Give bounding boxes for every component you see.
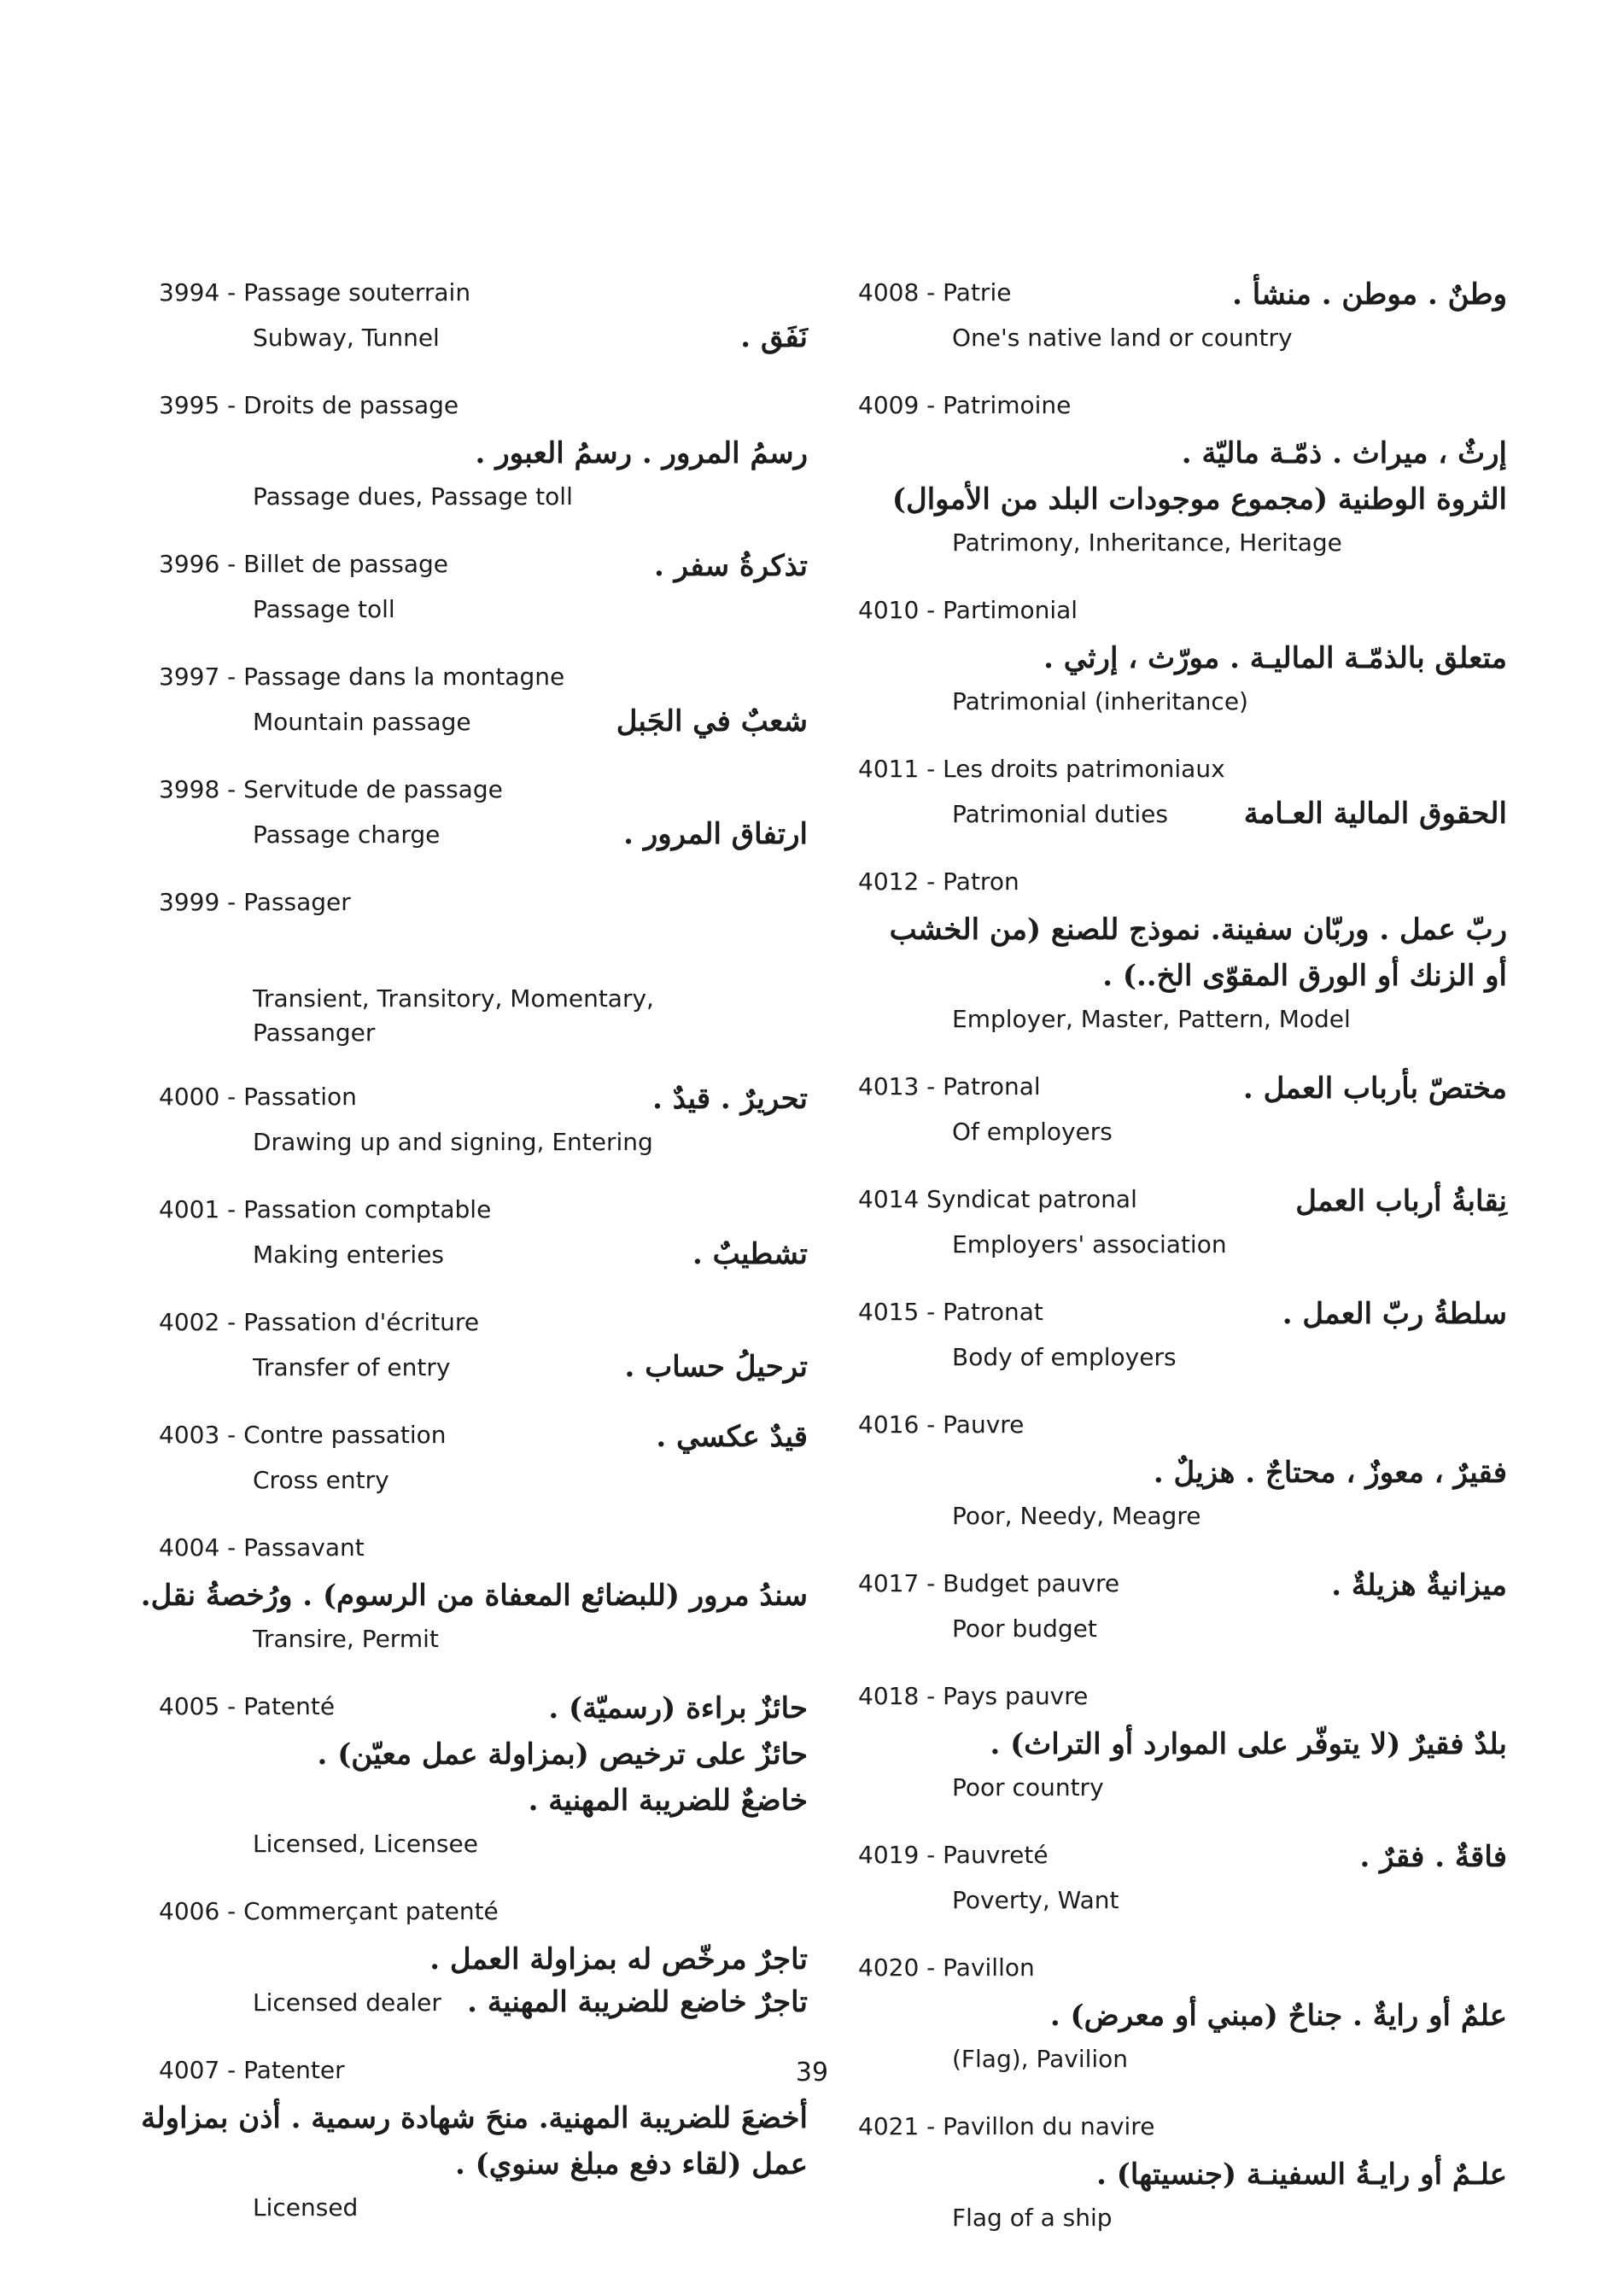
dictionary-entry — [858, 861, 1507, 1040]
french-term: 4005 - Patenté — [159, 1692, 336, 1720]
french-term: 4014 Syndicat patronal — [858, 1185, 1137, 1213]
dictionary-entry — [858, 1562, 1507, 1649]
french-term: 3997 - Passage dans la montagne — [159, 663, 565, 691]
english-row — [159, 1460, 808, 1501]
arabic-translation-line: بلدٌ فقيرٌ (لا يتوفّر على الموارد أو التراث) . — [990, 1727, 1507, 1761]
entry-head — [159, 768, 808, 815]
arabic-translation: ارتفاق المرور . — [623, 817, 808, 851]
entry-head — [858, 1066, 1507, 1112]
entry-head — [858, 589, 1507, 635]
french-term: 4007 - Patenter — [159, 2056, 345, 2084]
french-term: 4009 - Patrimoine — [858, 391, 1072, 419]
entry-head — [858, 1178, 1507, 1224]
english-row — [159, 2187, 808, 2228]
english-translation: Mountain passage — [253, 708, 471, 736]
english-translation: Patrimony, Inheritance, Heritage — [952, 528, 1342, 557]
dictionary-entry — [858, 384, 1507, 563]
french-term: 3995 - Droits de passage — [159, 391, 459, 419]
dictionary-entry — [858, 272, 1507, 359]
english-translation: Patrimonial (inheritance) — [952, 687, 1248, 715]
english-row — [858, 1337, 1507, 1378]
entry-head — [159, 1188, 808, 1235]
english-translation: Of employers — [952, 1118, 1113, 1146]
arabic-translation: الحقوق المالية العـامة — [1243, 797, 1507, 831]
english-row — [858, 1880, 1507, 1921]
arabic-translation-line: فقيرٌ ، معوزٌ ، محتاجٌ . هزيلٌ . — [1153, 1456, 1507, 1490]
french-term: 3999 - Passager — [159, 888, 351, 916]
french-term: 4019 - Pauvreté — [858, 1841, 1049, 1869]
french-term: 4000 - Passation — [159, 1083, 357, 1111]
dictionary-entry — [159, 1188, 808, 1276]
english-row — [159, 589, 808, 630]
dictionary-entry — [858, 1834, 1507, 1921]
english-translation: Flag of a ship — [952, 2204, 1113, 2232]
entry-head — [159, 543, 808, 589]
english-translation: Transfer of entry — [253, 1353, 451, 1381]
french-term: 4012 - Patron — [858, 867, 1019, 896]
entry-head — [159, 1301, 808, 1347]
entry-head — [858, 272, 1507, 318]
french-term: 4020 - Pavillon — [858, 1953, 1035, 1982]
arabic-translation-line: أو الزنك أو الورق المقوّى الخ..) . — [1102, 959, 1507, 993]
entry-head — [159, 881, 808, 927]
english-translation: Passage dues, Passage toll — [253, 482, 573, 511]
english-row — [159, 815, 808, 855]
english-row — [159, 702, 808, 743]
english-translation: Passage charge — [253, 820, 441, 849]
english-translation: Cross entry — [253, 1466, 389, 1494]
arabic-translation-line: متعلق بالذمّـة الماليـة . مورّث ، إرثي . — [1043, 641, 1507, 675]
arabic-translation: تحريرٌ . قيدٌ . — [652, 1082, 808, 1116]
arabic-translation-line: ربّ عمل . وربّان سفينة. نموذج للصنع (من الخشب — [889, 913, 1507, 947]
entry-head — [159, 272, 808, 318]
french-term: 3996 - Billet de passage — [159, 550, 448, 578]
entry-head — [159, 1685, 808, 1731]
english-translation: Employers' association — [952, 1230, 1227, 1258]
entry-head — [159, 1527, 808, 1573]
arabic-translation: نَفَق . — [740, 320, 808, 354]
french-term: 4015 - Patronat — [858, 1298, 1043, 1326]
entry-head — [858, 1291, 1507, 1337]
english-row — [858, 681, 1507, 722]
english-row — [159, 1619, 808, 1660]
entry-head — [858, 2105, 1507, 2152]
arabic-translation-line: عمل (لقاء دفع مبلغ سنوي) . — [454, 2147, 808, 2181]
english-row — [858, 2198, 1507, 2239]
french-term: 4018 - Pays pauvre — [858, 1682, 1089, 1710]
english-row — [159, 1347, 808, 1388]
english-row — [159, 1235, 808, 1276]
french-term: 4013 - Patronal — [858, 1072, 1041, 1101]
dictionary-entry — [858, 1291, 1507, 1378]
entry-head — [159, 1414, 808, 1460]
english-translation: One's native land or country — [952, 324, 1293, 352]
entry-head — [159, 1890, 808, 1936]
arabic-translation-line: خاضعٌ للضريبة المهنية . — [528, 1784, 808, 1818]
english-translation: Drawing up and signing, Entering — [253, 1128, 653, 1156]
english-translation: Poor, Needy, Meagre — [952, 1502, 1201, 1530]
french-term: 3994 - Passage souterrain — [159, 278, 471, 307]
english-row — [858, 1609, 1507, 1649]
english-translation: Licensed — [253, 2193, 359, 2222]
english-row — [159, 476, 808, 517]
arabic-translation: تذكرةُ سفر . — [653, 549, 808, 583]
entry-head — [159, 656, 808, 702]
english-row — [159, 1122, 808, 1163]
french-term: 4006 - Commerçant patenté — [159, 1897, 499, 1925]
english-row — [159, 1982, 808, 2023]
arabic-translation-line: تاجرٌ مرخّص له بمزاولة العمل . — [429, 1942, 808, 1976]
english-row — [858, 794, 1507, 835]
arabic-translation-line: سندُ مرور (للبضائع المعفاة من الرسوم) . ورُخصةُ نقل. — [140, 1579, 808, 1613]
arabic-translation-line: حائزٌ على ترخيص (بمزاولة عمل معيّن) . — [317, 1737, 808, 1772]
french-term: 4004 - Passavant — [159, 1533, 365, 1562]
english-translation: Licensed dealer — [253, 1988, 441, 2017]
english-row — [858, 1112, 1507, 1153]
english-row — [858, 1224, 1507, 1265]
french-term: 4001 - Passation comptable — [159, 1195, 492, 1223]
arabic-translation: تشطيبٌ . — [692, 1237, 808, 1271]
english-translation: Poverty, Want — [952, 1886, 1119, 1914]
arabic-translation: حائزٌ براءة (رسميّة) . — [548, 1691, 808, 1725]
french-term: 4017 - Budget pauvre — [858, 1569, 1120, 1597]
dictionary-entry — [159, 1414, 808, 1501]
entry-head — [858, 861, 1507, 907]
dictionary-entry — [858, 589, 1507, 722]
french-term: 4011 - Les droits patrimoniaux — [858, 755, 1225, 783]
spacer — [159, 927, 808, 978]
dictionary-entry — [159, 384, 808, 517]
entry-head — [858, 1404, 1507, 1450]
english-translation: Transient, Transitory, Momentary, Passanger — [253, 984, 654, 1047]
dictionary-entry — [858, 748, 1507, 835]
french-term: 4021 - Pavillon du navire — [858, 2112, 1155, 2140]
english-row — [159, 318, 808, 359]
entry-head — [858, 748, 1507, 794]
english-translation: Employer, Master, Pattern, Model — [952, 1005, 1351, 1033]
dictionary-entry — [858, 1675, 1507, 1808]
dictionary-entry — [159, 768, 808, 855]
english-row — [858, 1496, 1507, 1537]
french-term: 3998 - Servitude de passage — [159, 775, 503, 803]
arabic-translation: فاقةٌ . فقرٌ . — [1359, 1840, 1507, 1874]
arabic-translation: شعبٌ في الجَبل — [616, 704, 808, 739]
english-translation: Subway, Tunnel — [253, 324, 440, 352]
english-translation: Transire, Permit — [253, 1625, 439, 1653]
dictionary-entry — [159, 272, 808, 359]
french-term: 4003 - Contre passation — [159, 1421, 447, 1449]
arabic-translation-line: إرثٌ ، ميراث . ذمّـة ماليّة . — [1181, 436, 1507, 470]
dictionary-entry — [858, 1066, 1507, 1153]
english-row — [159, 1824, 808, 1865]
arabic-translation: سلطةُ ربّ العمل . — [1282, 1297, 1507, 1331]
french-term: 4010 - Partimonial — [858, 596, 1078, 624]
arabic-translation-line: رسمُ المرور . رسمُ العبور . — [475, 436, 808, 470]
english-row — [858, 1767, 1507, 1808]
entry-head — [159, 1076, 808, 1122]
arabic-translation-line: أخضعَ للضريبة المهنية. منحَ شهادة رسمية . أذن بمزاولة — [141, 2101, 808, 2135]
arabic-translation: مختصّ بأرباب العمل . — [1242, 1071, 1507, 1106]
arabic-translation-line: علمٌ أو رايةٌ . جناحٌ (مبني أو معرض) . — [1049, 1999, 1507, 2033]
dictionary-entry — [159, 543, 808, 630]
arabic-translation: ترحيلُ حساب . — [624, 1350, 808, 1384]
entry-head — [858, 1675, 1507, 1721]
english-row — [858, 318, 1507, 359]
dictionary-entry — [140, 1527, 808, 1660]
french-term: 4002 - Passation d'écriture — [159, 1308, 480, 1336]
arabic-translation: وطنٌ . موطن . منشأ . — [1232, 277, 1507, 312]
arabic-translation: نِقابةُ أرباب العمل — [1295, 1184, 1507, 1218]
right-column — [858, 272, 1507, 2264]
french-term: 4008 - Patrie — [858, 278, 1012, 307]
french-term: 4016 - Pauvre — [858, 1410, 1025, 1439]
dictionary-entry — [159, 656, 808, 743]
arabic-translation-line: الثروة الوطنية (مجموع موجودات البلد من الأموال) — [891, 482, 1507, 517]
page-number: 39 — [795, 2058, 829, 2087]
arabic-translation: قيدٌ عكسي . — [656, 1420, 808, 1454]
english-row — [159, 978, 808, 1050]
english-row — [858, 999, 1507, 1040]
english-translation: Body of employers — [952, 1343, 1177, 1371]
entry-head — [858, 384, 1507, 430]
dictionary-entry — [159, 881, 808, 1050]
dictionary-entry — [159, 1076, 808, 1163]
arabic-translation-line: علـمٌ أو رايـةُ السفينـة (جنسيتها) . — [1096, 2157, 1507, 2192]
left-column — [140, 272, 808, 2254]
english-translation: (Flag), Pavilion — [952, 2045, 1129, 2073]
arabic-translation: تاجرٌ خاضع للضريبة المهنية . — [467, 1985, 808, 2019]
entry-head — [858, 1947, 1507, 1993]
english-translation: Poor country — [952, 1773, 1104, 1801]
dictionary-entry — [858, 1404, 1507, 1537]
arabic-translation: ميزانيةٌ هزيلةٌ . — [1331, 1568, 1507, 1603]
dictionary-entry — [159, 1890, 808, 2023]
english-translation: Licensed, Licensee — [253, 1830, 478, 1858]
entry-head — [858, 1834, 1507, 1880]
english-translation: Patrimonial duties — [952, 800, 1168, 828]
dictionary-entry — [159, 1301, 808, 1388]
entry-head — [858, 1562, 1507, 1609]
english-row — [858, 523, 1507, 563]
dictionary-entry — [858, 1178, 1507, 1265]
english-translation: Making enteries — [253, 1241, 445, 1269]
english-translation: Passage toll — [253, 595, 395, 623]
dictionary-entry — [858, 2105, 1507, 2239]
entry-head — [159, 384, 808, 430]
english-translation: Poor budget — [952, 1614, 1097, 1643]
dictionary-entry — [159, 1685, 808, 1865]
